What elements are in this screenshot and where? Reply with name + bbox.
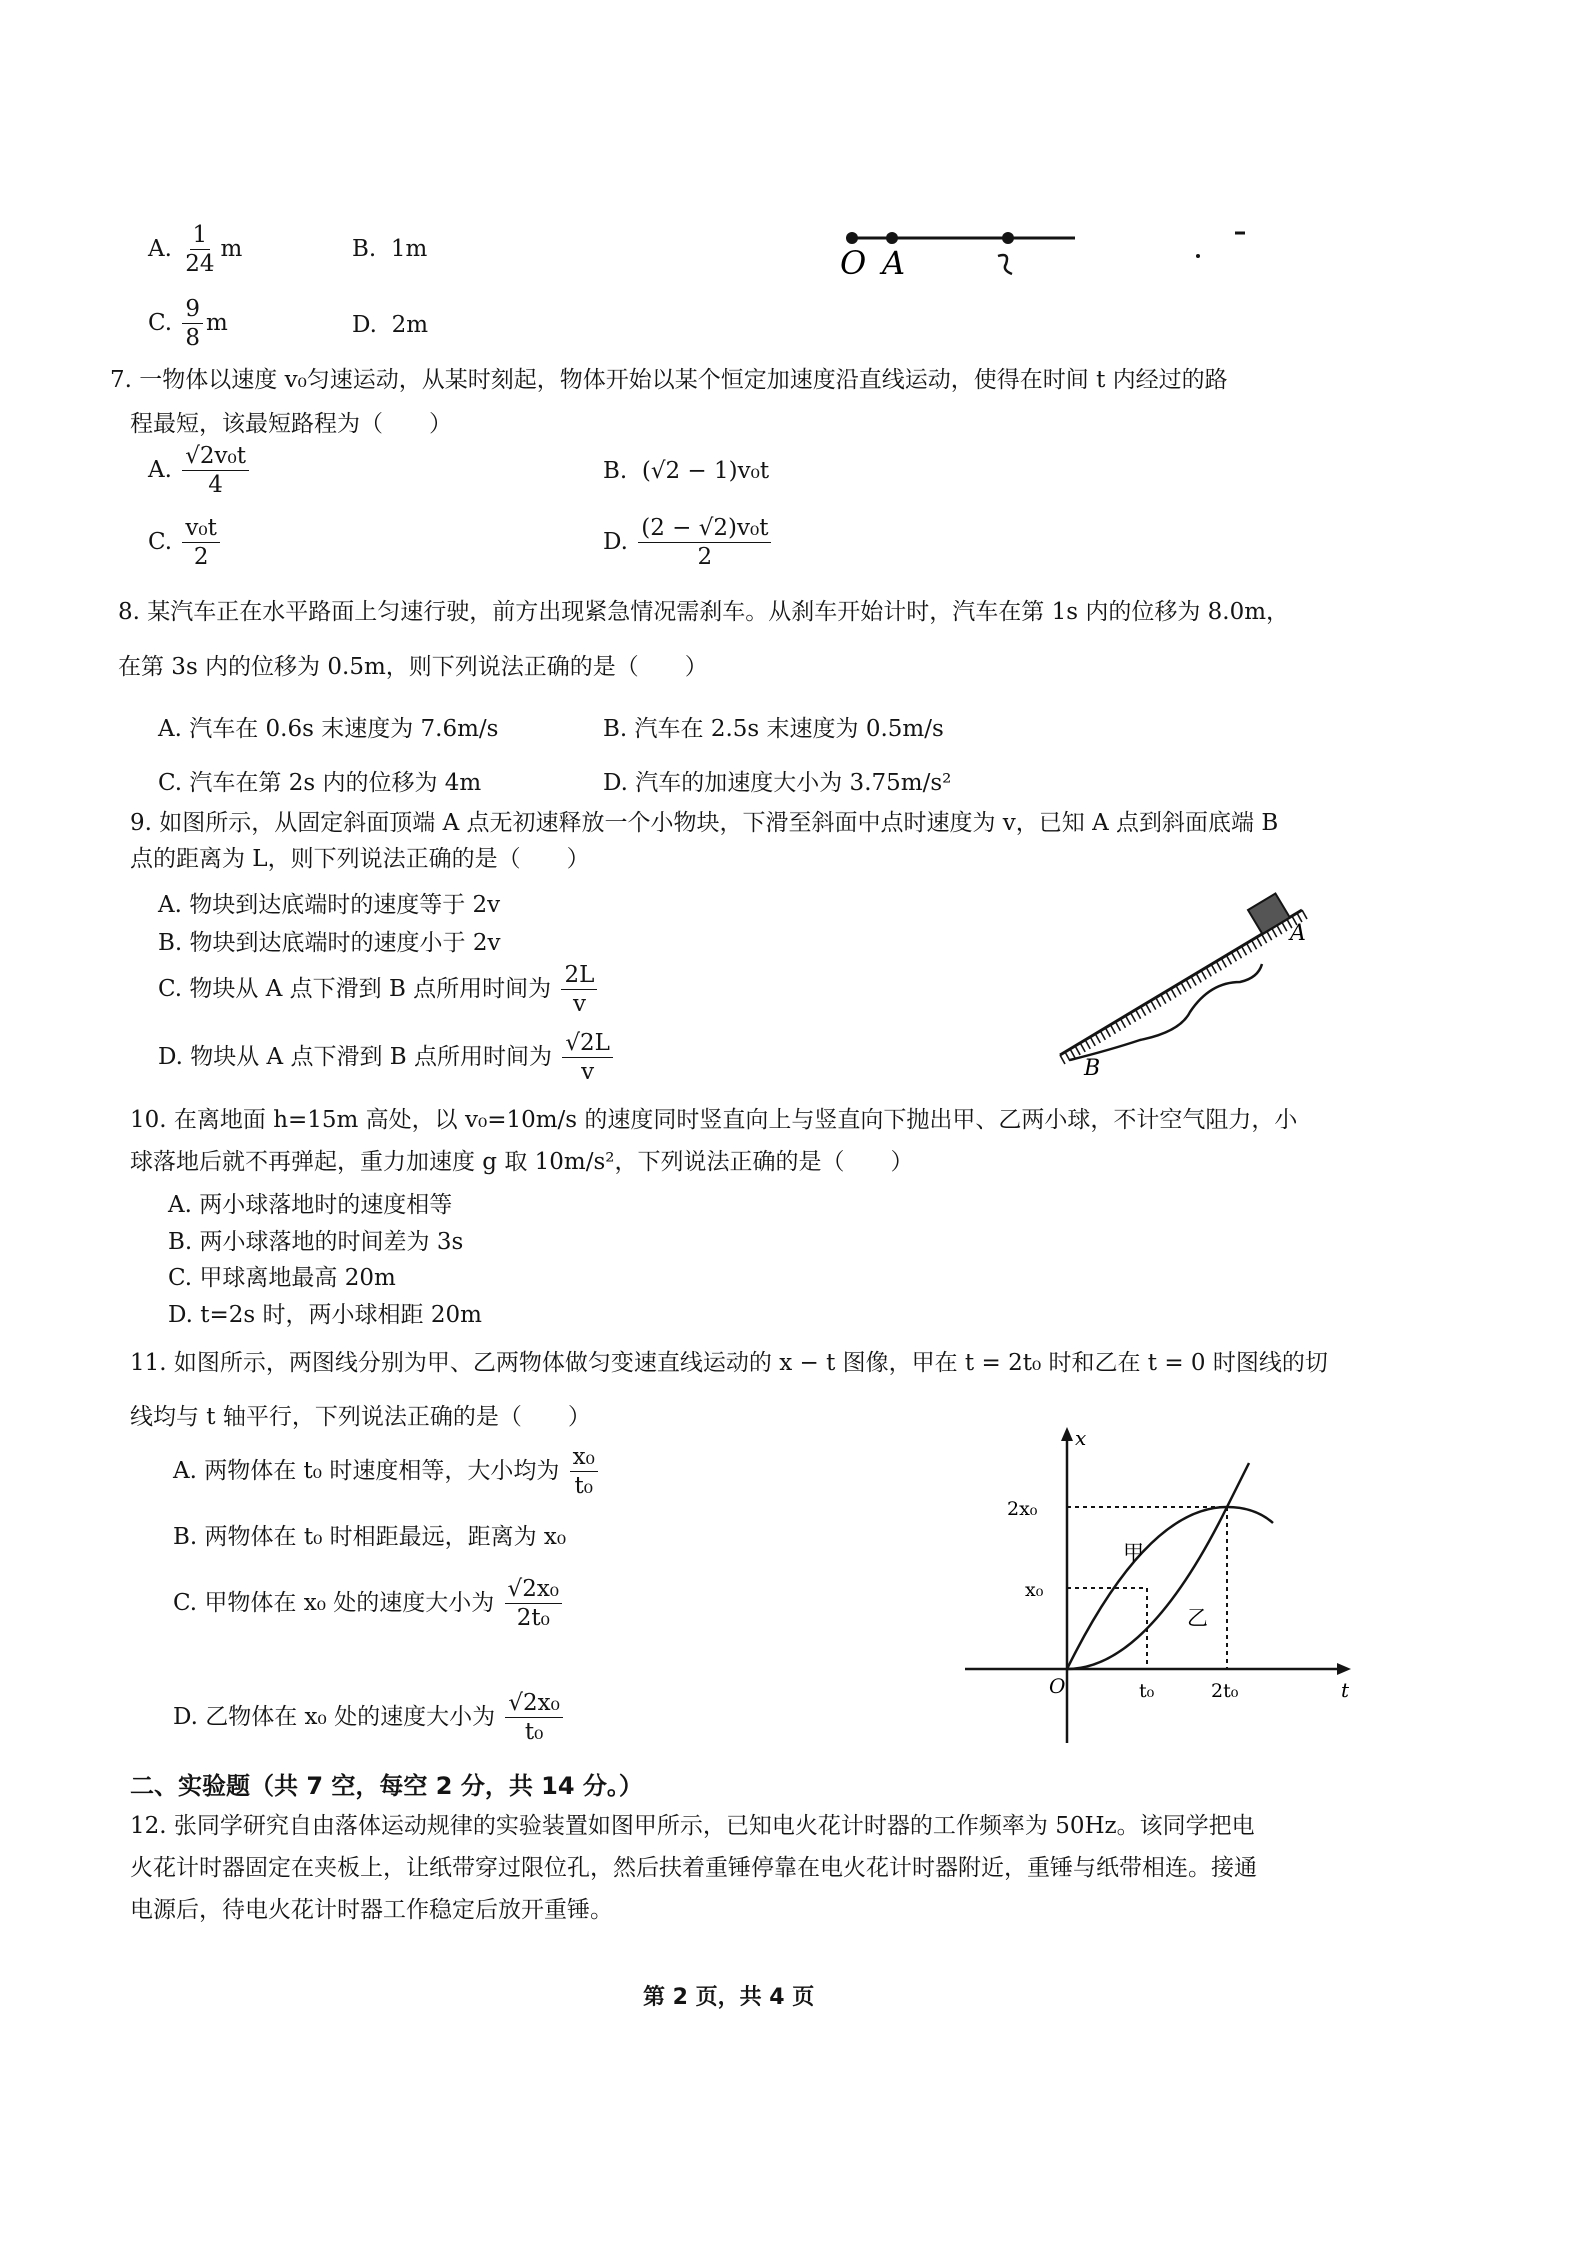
hatch-tick	[1090, 1037, 1095, 1046]
option-label: B.	[173, 1524, 198, 1550]
hatch-tick	[1115, 1022, 1120, 1031]
block	[1248, 894, 1290, 934]
q7-option-b	[603, 458, 769, 484]
option-label: B.	[158, 930, 183, 956]
option-text: 甲物体在 x₀ 处的速度大小为	[204, 1589, 495, 1616]
q11-xt-graph	[955, 1425, 1355, 1745]
label-b: B	[1084, 1056, 1101, 1080]
numerator: 9	[182, 296, 203, 324]
option-text: 汽车在第 2s 内的位移为 4m	[189, 770, 482, 796]
q6-option-d	[352, 312, 428, 338]
fraction	[182, 296, 203, 352]
hatch-tick	[1065, 1052, 1070, 1061]
fraction	[570, 1444, 598, 1500]
option-label: D.	[158, 1043, 183, 1070]
support-curve	[1070, 964, 1262, 1060]
hatch-tick	[1236, 949, 1241, 958]
denominator: 2t₀	[516, 1605, 550, 1632]
tick-2x0: 2x₀	[1007, 1498, 1038, 1520]
label-jia: 甲	[1123, 1541, 1144, 1565]
option-label: C.	[148, 528, 173, 555]
option-text: 物块到达底端时的速度小于 2v	[189, 930, 501, 956]
hatch-tick	[1151, 1001, 1156, 1010]
option-label: D.	[603, 528, 628, 555]
q8-option-d	[603, 764, 951, 797]
option-label: A.	[148, 235, 172, 262]
q10-option-d	[168, 1296, 482, 1329]
numerator: 1	[190, 222, 211, 250]
q6-option-b	[352, 236, 427, 262]
option-text: 1m	[390, 236, 428, 262]
q9-option-a	[158, 886, 500, 919]
denominator: v	[572, 991, 586, 1018]
x-axis-arrow	[1061, 1427, 1073, 1441]
q9-stem-line1: 9. 如图所示，从固定斜面顶端 A 点无初速释放一个小物块，下滑至斜面中点时速度为 v，已知 A 点到斜面底端 B	[130, 810, 1279, 836]
section-title: 二、实验题（共 7 空，每空 2 分，共 14 分。）	[130, 1772, 643, 1800]
q9-option-d	[158, 1030, 616, 1086]
hatch-tick	[1141, 1007, 1146, 1016]
option-label: B.	[603, 458, 628, 484]
option-label: B.	[603, 716, 628, 742]
point-b	[1002, 232, 1014, 244]
hatch-tick	[1191, 976, 1196, 985]
numerator: √2x₀	[505, 1576, 562, 1604]
numerator: x₀	[570, 1444, 598, 1472]
q8-option-b	[603, 710, 944, 743]
option-label: A.	[173, 1457, 197, 1484]
option-text: 汽车在 2.5s 末速度为 0.5m/s	[634, 716, 944, 742]
option-text: 两小球落地的时间差为 3s	[199, 1229, 464, 1255]
hatch-tick	[1201, 970, 1206, 979]
fraction	[561, 962, 597, 1018]
denominator: t₀	[524, 1719, 544, 1746]
denominator: t₀	[574, 1473, 593, 1500]
page-footer: 第 2 页，共 4 页	[643, 1985, 815, 2010]
option-label: A.	[168, 1192, 192, 1218]
q11-option-b	[173, 1518, 566, 1551]
q11-stem-line2: 线均与 t 轴平行，下列说法正确的是（ ）	[130, 1404, 591, 1430]
option-text: 甲球离地最高 20m	[199, 1265, 396, 1291]
hatch-tick	[1272, 928, 1277, 937]
option-label: B.	[168, 1229, 193, 1255]
q11-option-a	[173, 1444, 601, 1500]
point-o	[846, 232, 858, 244]
q7-option-a	[148, 443, 252, 499]
hatch-tick	[1095, 1034, 1100, 1043]
t-axis-arrow	[1337, 1663, 1351, 1675]
option-text: 物块从 A 点下滑到 B 点所用时间为	[189, 975, 552, 1002]
q9-stem-line2: 点的距离为 L，则下列说法正确的是（ ）	[130, 846, 590, 872]
hatch-tick	[1060, 1055, 1065, 1064]
q8-option-a	[158, 710, 499, 743]
mark-scribble	[998, 255, 1012, 274]
q7-option-d	[603, 515, 774, 571]
origin-label: O	[1049, 1674, 1066, 1698]
hatch-tick	[1131, 1013, 1136, 1022]
numerator: 2L	[561, 962, 597, 990]
q12-line1: 12. 张同学研究自由落体运动规律的实验装置如图甲所示，已知电火花计时器的工作频率为 50Hz。该同学把电	[130, 1813, 1255, 1839]
unit: m	[220, 235, 243, 262]
q6-figure-line	[830, 218, 1250, 288]
tick-2t0: 2t₀	[1211, 1680, 1239, 1702]
q9-option-c	[158, 962, 600, 1018]
hatch-tick	[1121, 1019, 1126, 1028]
denominator: 2	[193, 544, 209, 571]
fraction	[562, 1030, 613, 1086]
hatch-tick	[1181, 983, 1186, 992]
t-axis-label: t	[1341, 1678, 1350, 1702]
q12-line2: 火花计时器固定在夹板上，让纸带穿过限位孔，然后扶着重锤停靠在电火花计时器附近，重锤与纸带相连。接通	[130, 1855, 1257, 1881]
hatch-tick	[1221, 958, 1226, 967]
fraction	[182, 222, 217, 278]
hatch-tick	[1277, 925, 1282, 934]
fraction	[638, 515, 771, 571]
q9-option-b	[158, 924, 500, 957]
incline-hatching	[1060, 910, 1307, 1064]
fraction	[505, 1690, 562, 1746]
option-label: D.	[168, 1302, 193, 1328]
q12-line3: 电源后，待电火花计时器工作稳定后放开重锤。	[130, 1897, 613, 1923]
q10-stem-line2: 球落地后就不再弹起，重力加速度 g 取 10m/s²，下列说法正确的是（ ）	[130, 1149, 914, 1175]
hatch-tick	[1075, 1046, 1080, 1055]
hatch-tick	[1282, 922, 1287, 931]
hatch-tick	[1085, 1040, 1090, 1049]
point-a	[886, 232, 898, 244]
hatch-tick	[1226, 955, 1231, 964]
q10-stem-line1: 10. 在离地面 h=15m 高处，以 v₀=10m/s 的速度同时竖直向上与竖直向下抛出甲、乙两小球，不计空气阻力，小	[130, 1107, 1298, 1133]
option-label: A.	[158, 892, 182, 918]
curve-yi	[1067, 1463, 1249, 1669]
option-label: D.	[173, 1703, 198, 1730]
hatch-tick	[1166, 992, 1171, 1001]
hatch-tick	[1100, 1031, 1105, 1040]
denominator: 24	[185, 251, 215, 278]
hatch-tick	[1216, 961, 1221, 970]
hatch-tick	[1080, 1043, 1085, 1052]
hatch-tick	[1257, 937, 1262, 946]
q8-option-c	[158, 764, 481, 797]
denominator: 4	[208, 472, 223, 499]
hatch-tick	[1211, 964, 1216, 973]
option-label: D.	[352, 312, 377, 338]
hatch-tick	[1105, 1028, 1110, 1037]
hatch-tick	[1267, 931, 1272, 940]
unit: m	[206, 309, 228, 336]
option-text: 2m	[391, 312, 429, 338]
hatch-tick	[1252, 940, 1257, 949]
option-text: 两物体在 t₀ 时速度相等，大小均为	[204, 1457, 560, 1484]
hatch-tick	[1070, 1049, 1075, 1058]
q8-stem-line1: 8. 某汽车正在水平路面上匀速行驶，前方出现紧急情况需刹车。从刹车开始计时，汽车在第 1s 内的位移为 8.0m，	[118, 599, 1290, 625]
numerator: (2 − √2)v₀t	[638, 515, 771, 543]
q8-stem-line2: 在第 3s 内的位移为 0.5m，则下列说法正确的是（ ）	[118, 654, 708, 680]
curve-jia	[1067, 1507, 1273, 1669]
option-text: (√2 − 1)v₀t	[641, 458, 770, 484]
q11-option-d	[173, 1690, 566, 1746]
q10-option-b	[168, 1223, 463, 1256]
denominator: v	[581, 1059, 595, 1086]
fraction	[182, 515, 219, 571]
option-label: C.	[168, 1265, 193, 1291]
hatch-tick	[1161, 995, 1166, 1004]
hatch-tick	[1231, 952, 1236, 961]
q10-option-c	[168, 1259, 396, 1292]
numerator: v₀t	[182, 515, 219, 543]
option-label: A.	[148, 456, 172, 483]
option-text: 乙物体在 x₀ 处的速度大小为	[205, 1703, 496, 1730]
hatch-tick	[1186, 979, 1191, 988]
option-label: C.	[158, 975, 183, 1002]
label-a: A	[1290, 921, 1306, 946]
hatch-tick	[1196, 973, 1201, 982]
q7-stem-line2: 程最短，该最短路程为（ ）	[130, 411, 452, 437]
hatch-tick	[1146, 1004, 1151, 1013]
q11-option-c	[173, 1576, 565, 1632]
q6-option-a	[148, 222, 242, 278]
option-label: C.	[173, 1589, 198, 1616]
denominator: 2	[697, 544, 713, 571]
label-a: A	[882, 244, 906, 282]
label-yi: 乙	[1187, 1606, 1208, 1630]
fraction	[505, 1576, 562, 1632]
numerator: √2x₀	[505, 1690, 562, 1718]
question-number: 7.	[110, 367, 132, 393]
hatch-tick	[1176, 986, 1181, 995]
hatch-tick	[1110, 1025, 1115, 1034]
hatch-tick	[1126, 1016, 1131, 1025]
tick-x0: x₀	[1025, 1579, 1044, 1601]
q10-option-a	[168, 1186, 452, 1219]
option-label: C.	[158, 770, 183, 796]
hatch-tick	[1247, 943, 1252, 952]
hatch-tick	[1171, 989, 1176, 998]
dot-mark	[1196, 254, 1200, 258]
hatch-tick	[1262, 934, 1267, 943]
option-text: 两小球落地时的速度相等	[199, 1192, 453, 1218]
option-label: C.	[148, 309, 173, 336]
fraction	[182, 443, 249, 499]
hatch-tick	[1206, 967, 1211, 976]
numerator: √2v₀t	[182, 443, 249, 471]
option-text: 两物体在 t₀ 时相距最远，距离为 x₀	[204, 1524, 567, 1550]
hatch-tick	[1136, 1010, 1141, 1019]
q11-stem-line1: 11. 如图所示，两图线分别为甲、乙两物体做匀变速直线运动的 x − t 图像，甲在 t = 2t₀ 时和乙在 t = 0 时图线的切	[130, 1350, 1328, 1376]
stem-text: 一物体以速度 v₀匀速运动，从某时刻起，物体开始以某个恒定加速度沿直线运动，使得在时间 t 内经过的路	[139, 367, 1228, 393]
option-text: 汽车在 0.6s 末速度为 7.6m/s	[189, 716, 499, 742]
denominator: 8	[185, 325, 201, 352]
option-label: B.	[352, 236, 377, 262]
label-o: O	[840, 244, 867, 282]
q6-option-c	[148, 296, 228, 352]
option-label: D.	[603, 770, 628, 796]
option-text: 汽车的加速度大小为 3.75m/s²	[635, 770, 952, 796]
hatch-tick	[1302, 910, 1307, 919]
q7-option-c	[148, 515, 223, 571]
q7-stem-line1	[110, 363, 1228, 397]
option-label: A.	[158, 716, 182, 742]
x-axis-label: x	[1075, 1426, 1087, 1450]
hatch-tick	[1242, 946, 1247, 955]
option-text: t=2s 时，两小球相距 20m	[200, 1302, 482, 1328]
q9-incline-figure	[1040, 870, 1320, 1080]
hatch-tick	[1156, 998, 1161, 1007]
numerator: √2L	[562, 1030, 613, 1058]
tick-t0: t₀	[1139, 1680, 1155, 1702]
option-text: 物块从 A 点下滑到 B 点所用时间为	[190, 1043, 553, 1070]
option-text: 物块到达底端时的速度等于 2v	[189, 892, 501, 918]
